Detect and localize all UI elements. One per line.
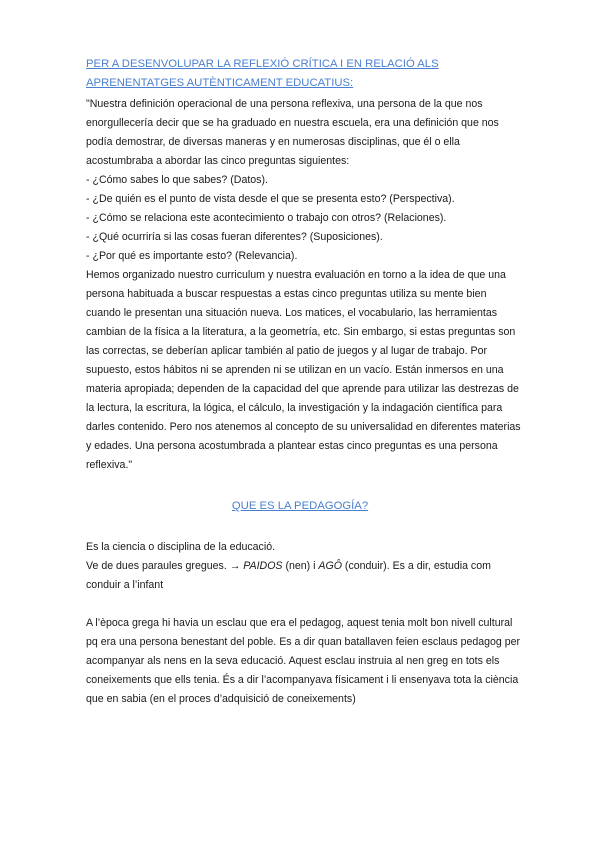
pedagogy-block xyxy=(86,538,522,595)
history-block xyxy=(86,614,522,709)
etymology-prefix: Ve de dues paraules gregues. → xyxy=(86,560,244,572)
quote-block xyxy=(86,95,522,475)
history-text: A l’època grega hi havia un esclau que era el pedagog, aquest tenia molt bon nivell cultural pq era una persona benestant del poble. Es a dir quan batallaven feien esclaus pedagog per acompanyar als nens en la seva educació. Aquest esclau instruia al nen greg en tots els coneixements que ells tenia. És a dir l’acompanyava físicament i li ensenyava tota la ciència que en sabia (en el proces d’adquisició de coneixements) xyxy=(86,617,521,705)
question-item: - ¿De quién es el punto de vista desde el que se presenta esto? (Perspectiva). xyxy=(86,193,455,205)
etymology-text xyxy=(86,557,522,595)
question-item: - ¿Por qué es importante esto? (Relevancia). xyxy=(86,250,298,262)
etymology-suffix: (conduir). Es a dir, estudia com conduir a l’infant xyxy=(86,560,491,591)
gloss-nen: (nen) i xyxy=(282,560,319,572)
quote-intro: "Nuestra definición operacional de una persona reflexiva, una persona de la que nos enorgullecería decir que se ha graduado en nuestra escuela, era una definición que nos podía demostrar, de diversas maneras y en numerosas disciplinas, que él o ella acostumbraba a abordar las cinco preguntas siguientes: xyxy=(86,98,499,167)
heading-link[interactable] xyxy=(86,55,516,93)
greek-word-paidos: PAIDOS xyxy=(243,560,283,572)
greek-word-ago: AGÔ xyxy=(318,560,342,572)
heading-line-2[interactable]: APRENENTATGES AUTÈNTICAMENT EDUCATIUS: xyxy=(86,77,354,89)
question-item: - ¿Cómo se relaciona este acontecimiento o trabajo con otros? (Relaciones). xyxy=(86,212,447,224)
quote-closing: Hemos organizado nuestro curriculum y nuestra evaluación en torno a la idea de que una persona habituada a buscar respuestas a estas cinco preguntas utiliza su mente bien cuando le presentan una situación nueva. Los matices, el vocabulario, las herramientas cambian de la física a la literatura, a la geometría, etc. Sin embargo, si estas preguntas son las correctas, se deberían aplicar también al patio de juegos y al lugar de trabajo. Por supuesto, estos hábitos ni se aprenden ni se utilizan en un vacío. Están inmersos en una materia apropiada; dependen de la capacidad del que aprende para utilizar las destrezas de la lectura, la escritura, la lógica, el cálculo, la investigación y la indagación científica para darles contenido. Pero nos atenemos al concepto de su universalidad en diferentes materias y edades. Una persona acostumbrada a plantear estas cinco preguntas es una persona reflexiva." xyxy=(86,269,521,471)
definition-text: Es la ciencia o disciplina de la educació. xyxy=(86,541,276,553)
question-item: - ¿Cómo sabes lo que sabes? (Datos). xyxy=(86,174,268,186)
section-title-link[interactable]: QUE ES LA PEDAGOGÍA? xyxy=(231,500,369,512)
question-item: - ¿Qué ocurriría si las cosas fueran diferentes? (Suposiciones). xyxy=(86,231,383,243)
heading-line-1[interactable]: PER A DESENVOLUPAR LA REFLEXIÓ CRÍTICA I EN RELACIÓ ALS xyxy=(86,58,439,70)
